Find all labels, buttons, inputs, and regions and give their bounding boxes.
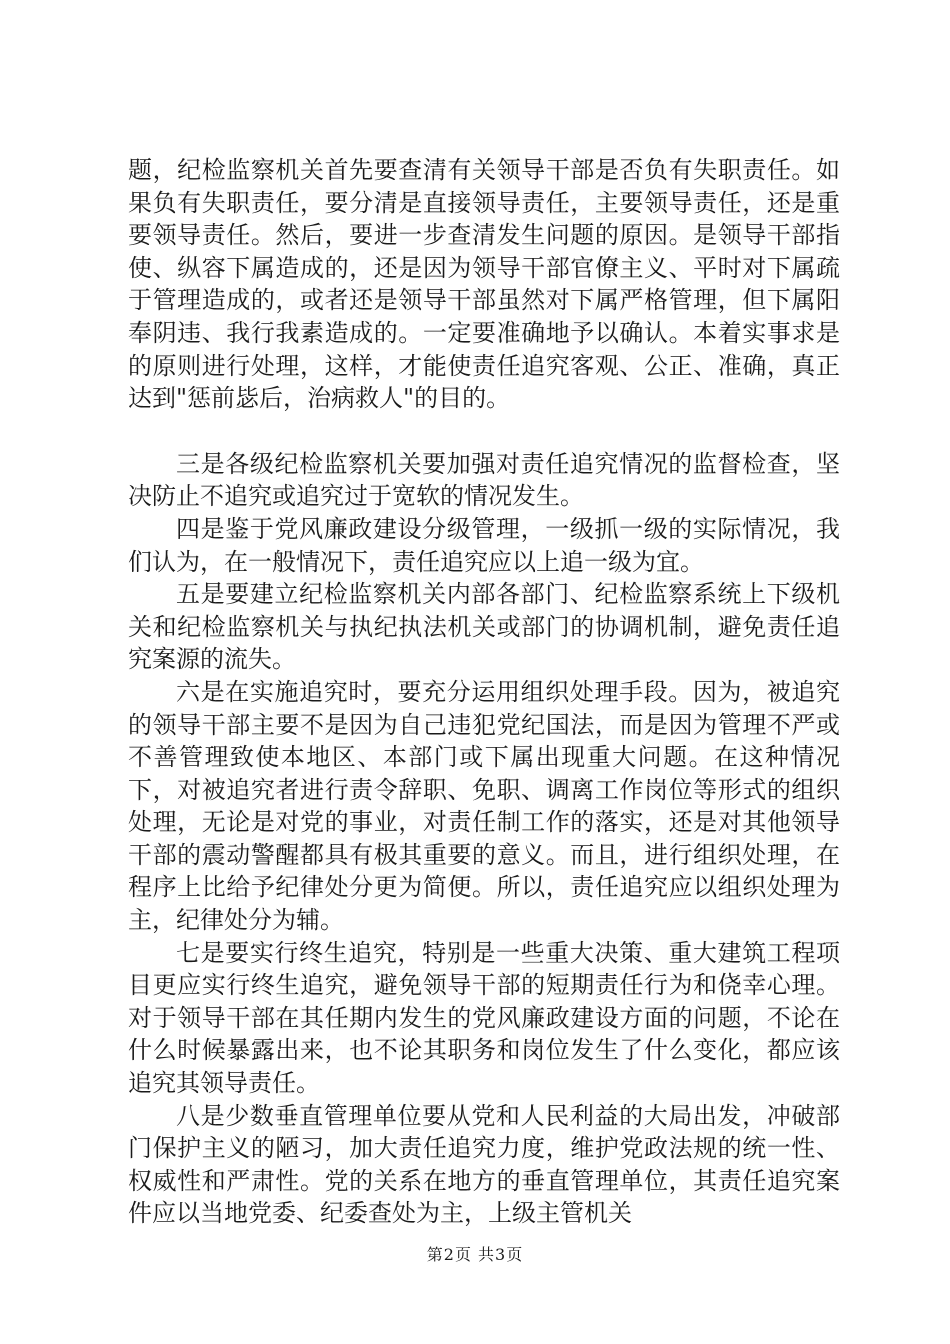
paragraph-continuation: 题，纪检监察机关首先要查清有关领导干部是否负有失职责任。如果负有失职责任，要分清是直接领导责任，主要领导责任，还是重要领导责任。然后，要进一步查清发生问题的原因。是领导干部指使、纵容下属造成的，还是因为领导干部官僚主义、平时对下属疏于管理造成的，或者还是领导干部虽然对下属严格管理，但下属阳奉阴违、我行我素造成的。一定要准确地予以确认。本着实事求是的原则进行处理，这样，才能使责任追究客观、公正、准确，真正达到"惩前毖后，治病救人"的目的。 xyxy=(128,156,840,413)
paragraph-point-four: 四是鉴于党风廉政建设分级管理，一级抓一级的实际情况，我们认为，在一般情况下，责任追究应以上追一级为宜。 xyxy=(128,514,840,576)
paragraph-point-five: 五是要建立纪检监察机关内部各部门、纪检监察系统上下级机关和纪检监察机关与执纪执法机关或部门的协调机制，避免责任追究案源的流失。 xyxy=(128,580,840,674)
paragraph-point-three: 三是各级纪检监察机关要加强对责任追究情况的监督检查，坚决防止不追究或追究过于宽软的情况发生。 xyxy=(128,449,840,511)
paragraph-point-six: 六是在实施追究时，要充分运用组织处理手段。因为，被追究的领导干部主要不是因为自己违犯党纪国法，而是因为管理不严或不善管理致使本地区、本部门或下属出现重大问题。在这种情况下，对被追究者进行责令辞职、免职、调离工作岗位等形式的组织处理，无论是对党的事业，对责任制工作的落实，还是对其他领导干部的震动警醒都具有极其重要的意义。而且，进行组织处理，在程序上比给予纪律处分更为简便。所以，责任追究应以组织处理为主，纪律处分为辅。 xyxy=(128,677,840,935)
paragraph-point-seven: 七是要实行终生追究，特别是一些重大决策、重大建筑工程项目更应实行终生追究，避免领导干部的短期责任行为和侥幸心理。对于领导干部在其任期内发生的党风廉政建设方面的问题，不论在什么时候暴露出来，也不论其职务和岗位发生了什么变化，都应该追究其领导责任。 xyxy=(128,938,840,1098)
paragraph-point-eight: 八是少数垂直管理单位要从党和人民利益的大局出发，冲破部门保护主义的陋习，加大责任追究力度，维护党政法规的统一性、权威性和严肃性。党的关系在地方的垂直管理单位，其责任追究案件应以当地党委、纪委查处为主，上级主管机关 xyxy=(128,1101,840,1228)
page-number-footer: 第2页 共3页 xyxy=(426,1245,524,1264)
document-body xyxy=(128,154,840,1230)
